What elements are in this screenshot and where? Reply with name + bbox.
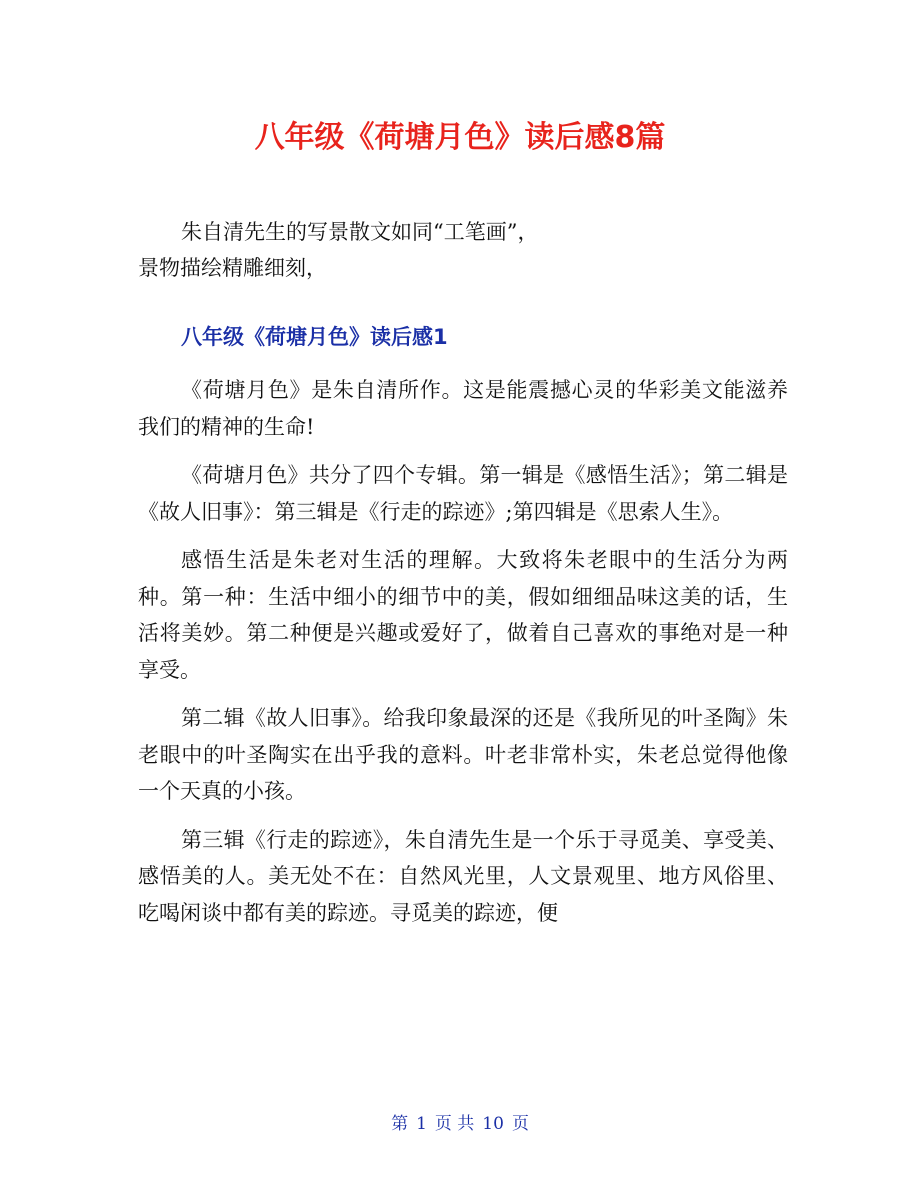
paragraph: 第三辑《行走的踪迹》，朱自清先生是一个乐于寻觅美、享受美、感悟美的人。美无处不在：自然风光里，人文景观里、地方风俗里、吃喝闲谈中都有美的踪迹。寻觅美的踪迹，便 [138, 827, 788, 925]
body-text [138, 372, 788, 943]
document-title: 八年级《荷塘月色》读后感8篇 [254, 120, 666, 155]
paragraph: 第二辑《故人旧事》。给我印象最深的还是《我所见的叶圣陶》朱老眼中的叶圣陶实在出乎我的意料。叶老非常朴实，朱老总觉得他像一个天真的小孩。 [138, 706, 788, 803]
intro-line-2: 景物描绘精雕细刻， [138, 256, 327, 280]
intro-line-1: 朱自清先生的写景散文如同“工笔画”， [181, 220, 539, 244]
footer-middle: 页 共 [434, 1114, 475, 1134]
paragraph: 《荷塘月色》共分了四个专辑。第一辑是《感悟生活》；第二辑是《故人旧事》：第三辑是《行走的踪迹》;第四辑是《思索人生》。 [138, 463, 788, 524]
section-title: 八年级《荷塘月色》读后感1 [181, 325, 448, 349]
footer-total-pages: 10 [482, 1114, 504, 1134]
footer-prefix: 第 [391, 1114, 409, 1134]
page-footer [0, 1112, 920, 1136]
intro-block [138, 214, 788, 286]
footer-current-page: 1 [416, 1114, 427, 1134]
footer-suffix: 页 [511, 1114, 529, 1134]
paragraph: 《荷塘月色》是朱自清所作。这是能震撼心灵的华彩美文能滋养我们的精神的生命! [138, 378, 788, 439]
paragraph: 感悟生活是朱老对生活的理解。大致将朱老眼中的生活分为两种。第一种：生活中细小的细节中的美，假如细细品味这美的话，生活将美妙。第二种便是兴趣或爱好了，做着自己喜欢的事绝对是一种享受。 [138, 548, 788, 682]
